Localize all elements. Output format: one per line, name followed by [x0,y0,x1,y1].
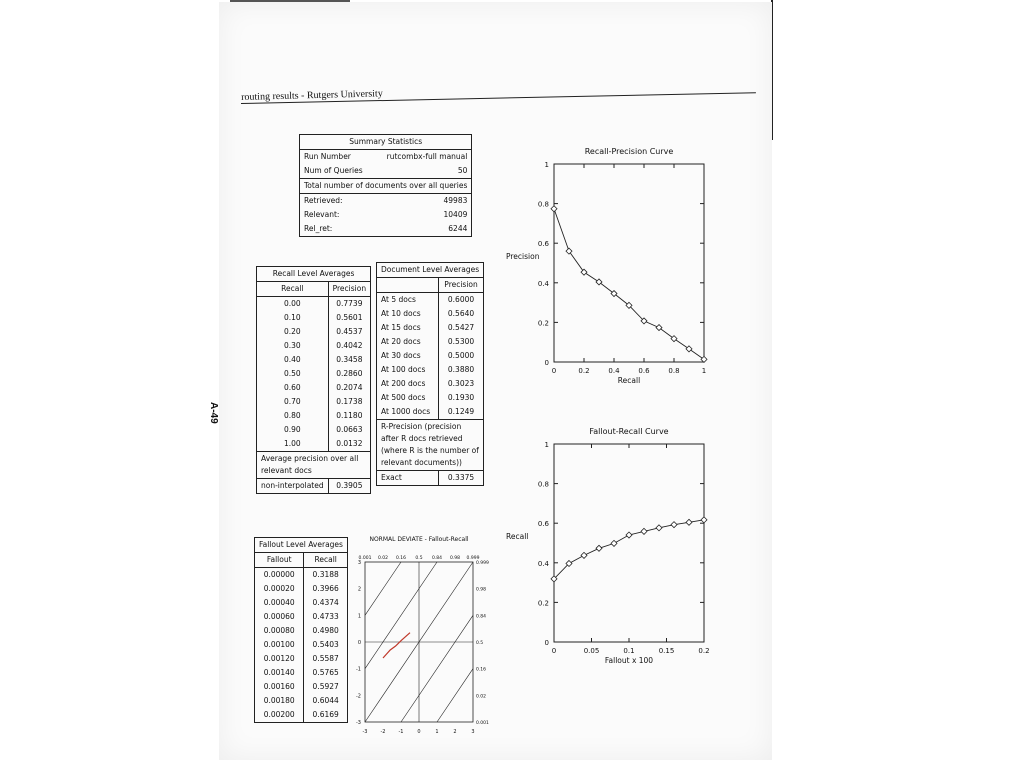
precision-cell: 0.2860 [328,367,370,381]
chart-title: NORMAL DEVIATE - Fallout-Recall [369,536,469,543]
data-point [701,356,707,362]
y-tick-label: 0.4 [537,559,549,568]
non-interpolated-label: non-interpolated [257,479,329,494]
y-axis-label: Precision [506,252,540,261]
recall-cell: 0.00 [257,297,329,312]
fallout-cell: 0.00060 [255,610,304,624]
y-tick-label: 3 [357,560,361,566]
doc-cutoff-cell: At 30 docs [377,349,439,363]
table-row [255,694,348,708]
fallout-recall-cell: 0.5927 [304,680,348,694]
recall-column-header: Recall [257,282,329,297]
fallout-cell: 0.00000 [255,568,304,583]
reference-diagonal [365,562,401,615]
chart-title: Fallout-Recall Curve [589,427,669,436]
recall-level-title: Recall Level Averages [257,267,371,282]
relevant-label: Relevant: [300,208,374,222]
fallout-recall-cell: 0.3188 [304,568,348,583]
top-tick-label: 0.001 [358,556,372,561]
precision-cell: 0.1180 [328,409,370,423]
table-row [377,349,484,363]
series-line [554,520,704,579]
fallout-recall-cell: 0.4374 [304,596,348,610]
table-row [377,335,484,349]
page-number-label: A-49 [208,402,219,424]
x-tick-label: 0.1 [623,647,635,655]
x-axis-label: Recall [617,376,641,385]
table-row [255,638,348,652]
r-precision-label: R-Precision (precision after R docs retrieved (where R is the number of relevant documents)) [377,420,484,471]
doc-cutoff-cell: At 100 docs [377,363,439,377]
data-point [626,532,632,538]
recall-cell: 0.90 [257,423,329,437]
table-row [257,409,371,423]
fallout-cell: 0.00080 [255,624,304,638]
data-point [686,519,692,525]
recall-cell: 0.70 [257,395,329,409]
table-row [377,391,484,405]
precision-column-header: Precision [328,282,370,297]
summary-statistics-table [299,134,472,237]
doc-precision-cell: 0.1249 [438,405,483,420]
table-row [255,624,348,638]
table-row [257,381,371,395]
right-tick-label: 0.02 [476,694,487,700]
num-queries-value: 50 [374,164,472,179]
precision-cell: 0.7739 [328,297,370,312]
table-row [257,423,371,437]
x-tick-label: 0.2 [698,647,710,655]
normal-deviate-chart [349,532,499,742]
x-axis-label: Fallout x 100 [604,656,654,665]
table-row [255,666,348,680]
document-level-table [376,262,484,486]
doc-precision-cell: 0.6000 [438,293,483,308]
precision-cell: 0.0663 [328,423,370,437]
y-tick-label: 2 [357,586,361,593]
recall-cell: 0.30 [257,339,329,353]
doc-cutoff-cell: At 500 docs [377,391,439,405]
reference-diagonal [365,562,437,669]
y-tick-label: -3 [356,720,361,726]
reference-diagonal [437,669,473,722]
doc-precision-cell: 0.5300 [438,335,483,349]
precision-cell: 0.3458 [328,353,370,367]
doc-cutoff-cell: At 1000 docs [377,405,439,420]
table-row [255,596,348,610]
y-tick-label: 0.6 [537,240,549,249]
non-interpolated-value: 0.3905 [328,479,370,494]
precision-cell: 0.5601 [328,311,370,325]
fallout-cell: 0.00100 [255,638,304,652]
y-tick-label: -2 [356,693,361,700]
x-tick-label: 0.2 [578,367,590,375]
fallout-recall-cell: 0.6169 [304,708,348,723]
data-point [671,522,677,528]
retrieved-value: 49983 [374,194,472,209]
top-tick-label: 0.84 [431,556,443,561]
recall-cell: 0.40 [257,353,329,367]
fallout-recall-cell: 0.4980 [304,624,348,638]
fallout-cell: 0.00040 [255,596,304,610]
data-point [656,525,662,531]
data-point [566,248,572,254]
table-row [257,311,371,325]
recall-cell: 0.20 [257,325,329,339]
fallout-cell: 0.00140 [255,666,304,680]
doc-precision-cell: 0.5427 [438,321,483,335]
right-tick-label: 0.001 [476,721,489,726]
right-tick-label: 0.84 [476,614,487,620]
data-point [641,528,647,534]
run-number-value: rutcombx-full manual [374,150,472,165]
y-tick-label: 1 [544,161,549,169]
x-tick-label: 0 [417,729,421,735]
x-tick-label: 1 [435,729,439,735]
y-tick-label: 0.8 [537,200,549,209]
chart-title: Recall-Precision Curve [584,147,674,156]
exact-value: 0.3375 [438,471,483,486]
fallout-recall-cell: 0.4733 [304,610,348,624]
retrieved-label: Retrieved: [300,194,374,209]
table-row [257,325,371,339]
precision-cell: 0.2074 [328,381,370,395]
y-tick-label: 0 [544,639,549,647]
y-tick-label: 0.2 [537,319,549,328]
fallout-recall-cell: 0.6044 [304,694,348,708]
table-row [255,610,348,624]
fallout-cell: 0.00200 [255,708,304,723]
table-row [257,353,371,367]
right-tick-label: 0.999 [476,561,489,566]
doc-cutoff-cell: At 10 docs [377,307,439,321]
fallout-column-header: Fallout [255,553,304,568]
exact-label: Exact [377,471,439,486]
x-tick-label: 0 [551,647,557,655]
fallout-recall-cell: 0.5765 [304,666,348,680]
page-header: routing results - Rutgers University [241,88,383,103]
summary-title: Summary Statistics [300,135,472,150]
precision-cell: 0.4042 [328,339,370,353]
top-tick-label: 0.5 [415,556,423,561]
table-row [377,405,484,420]
x-tick-label: 0.05 [583,647,600,655]
x-tick-label: -1 [398,729,404,735]
recall-cell: 0.60 [257,381,329,395]
y-tick-label: 0.4 [537,279,549,288]
table-row [255,582,348,596]
fallout-recall-cell: 0.5587 [304,652,348,666]
doc-cutoff-cell: At 15 docs [377,321,439,335]
table-row [255,708,348,723]
doc-cutoff-cell: At 5 docs [377,293,439,308]
x-tick-label: -2 [380,729,386,735]
doc-precision-cell: 0.5640 [438,307,483,321]
num-queries-label: Num of Queries [300,164,374,179]
x-tick-label: 2 [453,729,457,735]
recall-cell: 1.00 [257,437,329,452]
plot-frame [554,164,704,362]
x-tick-label: 0.8 [668,367,680,375]
x-tick-label: 0.15 [658,647,675,655]
x-tick-label: 1 [701,367,707,375]
y-tick-label: 0.2 [537,599,549,608]
y-tick-label: 0 [357,640,361,646]
fallout-recall-header: Recall [304,553,348,568]
top-tick-label: 0.02 [377,556,389,561]
x-tick-label: 0.4 [608,367,620,375]
table-row [377,321,484,335]
x-tick-label: 0 [551,367,557,375]
top-tick-label: 0.98 [449,556,461,561]
data-point [581,552,587,558]
y-tick-label: 1 [544,441,549,449]
relret-value: 6244 [374,222,472,237]
y-axis-label: Recall [506,532,529,541]
relret-label: Rel_ret: [300,222,374,237]
precision-cell: 0.0132 [328,437,370,452]
recall-precision-chart [504,142,719,397]
table-row [257,367,371,381]
data-point [611,540,617,546]
data-point [701,517,707,523]
relevant-value: 10409 [374,208,472,222]
x-tick-label: 3 [471,729,475,735]
doc-precision-cell: 0.5000 [438,349,483,363]
data-point [686,346,692,352]
right-tick-label: 0.5 [476,641,484,646]
average-precision-label: Average precision over all relevant docs [257,452,371,479]
y-tick-label: 0.8 [537,480,549,489]
plot-frame [554,444,704,642]
y-tick-label: 1 [357,613,361,620]
total-docs-label: Total number of documents over all queries [300,179,472,194]
doc-cutoff-cell: At 200 docs [377,377,439,391]
scanned-page [208,2,772,760]
table-row [377,307,484,321]
recall-level-table [256,266,371,494]
recall-cell: 0.80 [257,409,329,423]
table-row [255,680,348,694]
table-row [377,293,484,308]
data-point [596,545,602,551]
fallout-cell: 0.00180 [255,694,304,708]
data-point [551,206,557,212]
precision-cell: 0.4537 [328,325,370,339]
right-tick-label: 0.98 [476,587,487,593]
y-tick-label: -1 [356,666,361,673]
top-tick-label: 0.999 [466,556,480,561]
right-tick-label: 0.16 [476,667,487,673]
recall-cell: 0.10 [257,311,329,325]
document-level-title: Document Level Averages [377,263,484,278]
y-tick-label: 0 [544,359,549,367]
fallout-recall-cell: 0.5403 [304,638,348,652]
table-row [257,297,371,312]
table-row [377,377,484,391]
fallout-recall-chart [504,422,719,677]
table-row [255,652,348,666]
y-tick-label: 0.6 [537,520,549,529]
doc-precision-cell: 0.3023 [438,377,483,391]
recall-cell: 0.50 [257,367,329,381]
run-number-label: Run Number [300,150,374,165]
fallout-cell: 0.00120 [255,652,304,666]
table-row [257,437,371,452]
fallout-level-table [254,537,348,723]
table-row [255,568,348,583]
x-tick-label: 0.6 [638,367,650,375]
table-row [257,395,371,409]
fallout-cell: 0.00160 [255,680,304,694]
fallout-cell: 0.00020 [255,582,304,596]
precision-cell: 0.1738 [328,395,370,409]
data-point [581,269,587,275]
series-line [554,209,704,360]
reference-diagonal [401,615,473,722]
doc-precision-header: Precision [438,278,483,293]
fallout-recall-cell: 0.3966 [304,582,348,596]
doc-precision-cell: 0.3880 [438,363,483,377]
doc-precision-cell: 0.1930 [438,391,483,405]
doc-cutoff-cell: At 20 docs [377,335,439,349]
x-tick-label: -3 [362,729,368,735]
table-row [377,363,484,377]
fallout-level-title: Fallout Level Averages [255,538,348,553]
table-row [257,339,371,353]
top-tick-label: 0.16 [395,556,407,561]
